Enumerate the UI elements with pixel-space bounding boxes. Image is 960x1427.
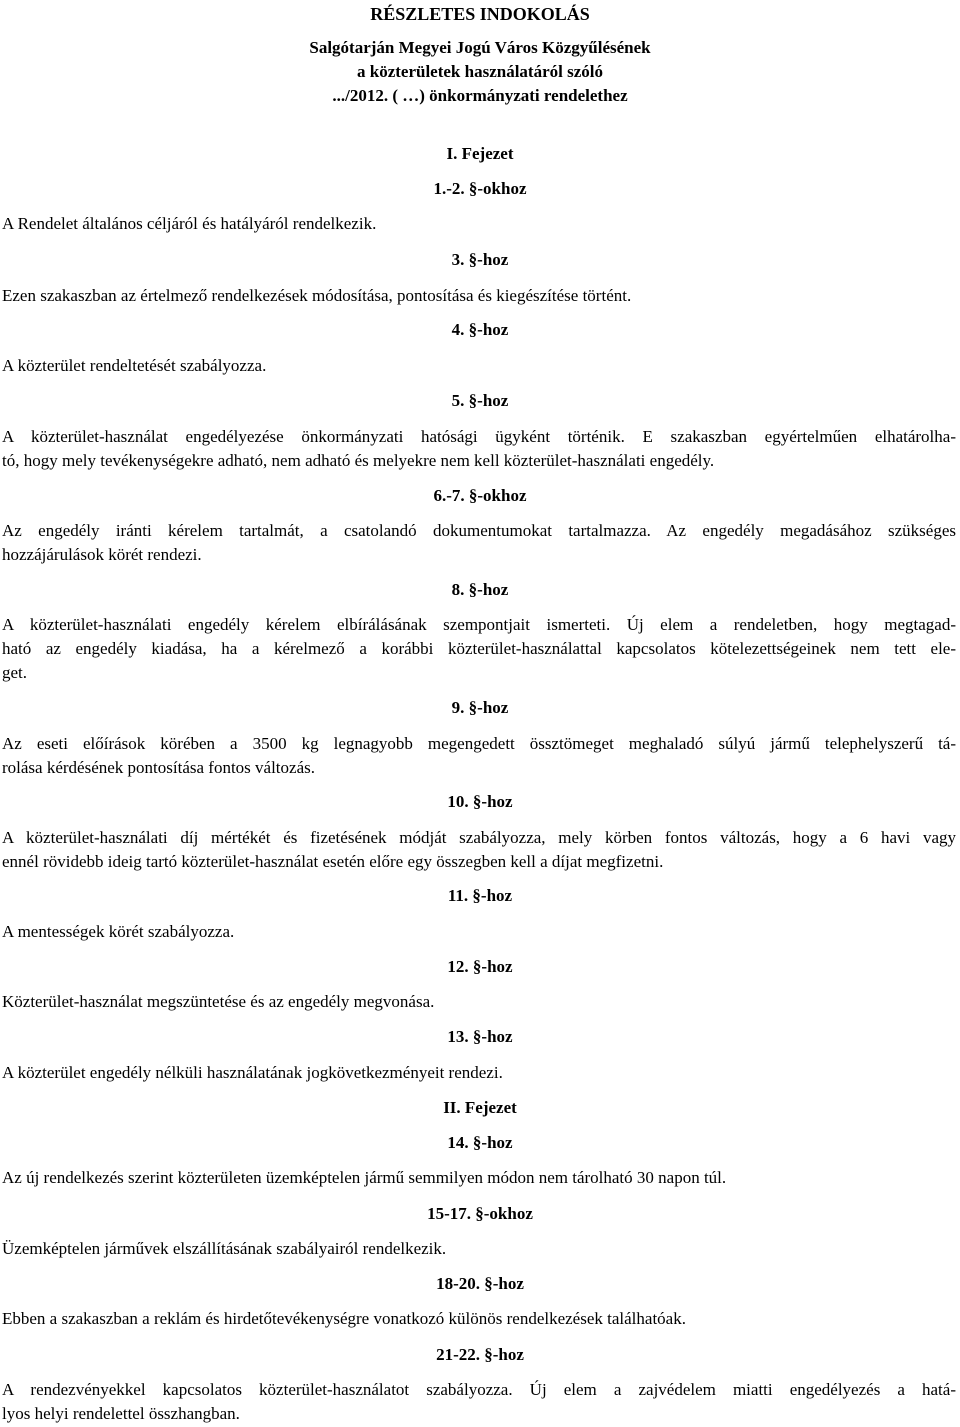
chapter-heading-2: II. Fejezet <box>443 1098 517 1117</box>
section-heading-5: 5. §-hoz <box>451 391 509 410</box>
section-heading-8: 8. §-hoz <box>451 580 509 599</box>
section-text-12: Közterület-használat megszüntetése és az engedély megvonása. <box>2 992 435 1011</box>
section-heading-21-22: 21-22. §-hoz <box>436 1345 524 1364</box>
section-heading-1-2: 1.-2. §-okhoz <box>433 179 527 198</box>
section-heading-15-17: 15-17. §-okhoz <box>427 1204 533 1223</box>
section-text-18-20: Ebben a szakaszban a reklám és hirdetőtevékenységre vonatkozó különös rendelkezések találhatóak. <box>2 1309 686 1328</box>
section-text-13: A közterület engedély nélküli használatának jogkövetkezményeit rendezi. <box>2 1063 503 1082</box>
section-text-21-22-line-1: A rendezvényekkel kapcsolatos közterület-használatot szabályozza. Új elem a zajvédelem miatti engedélyezés a hatá- <box>2 1380 956 1399</box>
section-text-3: Ezen szakaszban az értelmező rendelkezések módosítása, pontosítása és kiegészítése történt. <box>2 286 632 305</box>
section-text-5-line-2: tó, hogy mely tevékenységekre adható, nem adható és melyekre nem kell közterület-használati engedély. <box>2 451 715 470</box>
section-heading-6-7: 6.-7. §-okhoz <box>433 486 527 505</box>
chapter-heading-1: I. Fejezet <box>446 144 514 163</box>
subtitle-line-2: a közterületek használatáról szóló <box>357 62 603 81</box>
section-text-15-17: Üzemképtelen járművek elszállításának szabályairól rendelkezik. <box>2 1239 447 1258</box>
section-heading-9: 9. §-hoz <box>451 698 509 717</box>
section-heading-13: 13. §-hoz <box>447 1027 513 1046</box>
section-text-11: A mentességek körét szabályozza. <box>2 922 235 941</box>
section-text-14: Az új rendelkezés szerint közterületen üzemképtelen jármű semmilyen módon nem tárolható 30 napon túl. <box>2 1168 727 1187</box>
section-text-4: A közterület rendeltetését szabályozza. <box>2 356 267 375</box>
section-text-8-line-2: ható az engedély kiadása, ha a kérelmező a korábbi közterület-használattal kapcsolatos kötelezettségeinek nem tett ele- <box>2 639 956 658</box>
section-text-9-line-1: Az eseti előírások körében a 3500 kg legnagyobb megengedett össztömeget meghaladó súlyú jármű telephelyszerű tá- <box>2 734 956 753</box>
section-text-5-line-1: A közterület-használat engedélyezése önkormányzati hatósági ügyként történik. E szakaszban egyértelműen elhatárolha- <box>2 427 956 446</box>
section-heading-10: 10. §-hoz <box>447 792 513 811</box>
section-text-21-22-line-2: lyos helyi rendelettel összhangban. <box>2 1404 240 1423</box>
section-heading-4: 4. §-hoz <box>451 320 509 339</box>
section-text-6-7-line-1: Az engedély iránti kérelem tartalmát, a csatolandó dokumentumokat tartalmazza. Az engedély megadásához szükséges <box>2 521 956 540</box>
section-heading-11: 11. §-hoz <box>447 886 513 905</box>
section-text-8-line-1: A közterület-használati engedély kérelem elbírálásának szempontjait ismerteti. Új elem a rendeletben, hogy megtagad- <box>2 615 956 634</box>
section-heading-3: 3. §-hoz <box>451 250 509 269</box>
section-heading-14: 14. §-hoz <box>447 1133 513 1152</box>
section-heading-18-20: 18-20. §-hoz <box>436 1274 524 1293</box>
section-text-8-line-3: get. <box>2 663 28 682</box>
section-heading-12: 12. §-hoz <box>447 957 513 976</box>
subtitle-line-1: Salgótarján Megyei Jogú Város Közgyűlésének <box>309 38 651 57</box>
section-text-9-line-2: rolása kérdésének pontosítása fontos változás. <box>2 758 315 777</box>
section-text-10-line-2: ennél rövidebb ideig tartó közterület-használat esetén előre egy összegben kell a díjat megfizetni. <box>2 852 664 871</box>
section-text-1-2: A Rendelet általános céljáról és hatályáról rendelkezik. <box>2 214 377 233</box>
subtitle-line-3: .../2012. ( …) önkormányzati rendelethez <box>332 86 628 105</box>
section-text-6-7-line-2: hozzájárulások körét rendezi. <box>2 545 202 564</box>
document-title: RÉSZLETES INDOKOLÁS <box>370 4 590 24</box>
section-text-10-line-1: A közterület-használati díj mértékét és fizetésének módját szabályozza, mely körben fontos változás, hogy a 6 havi vagy <box>2 828 956 847</box>
